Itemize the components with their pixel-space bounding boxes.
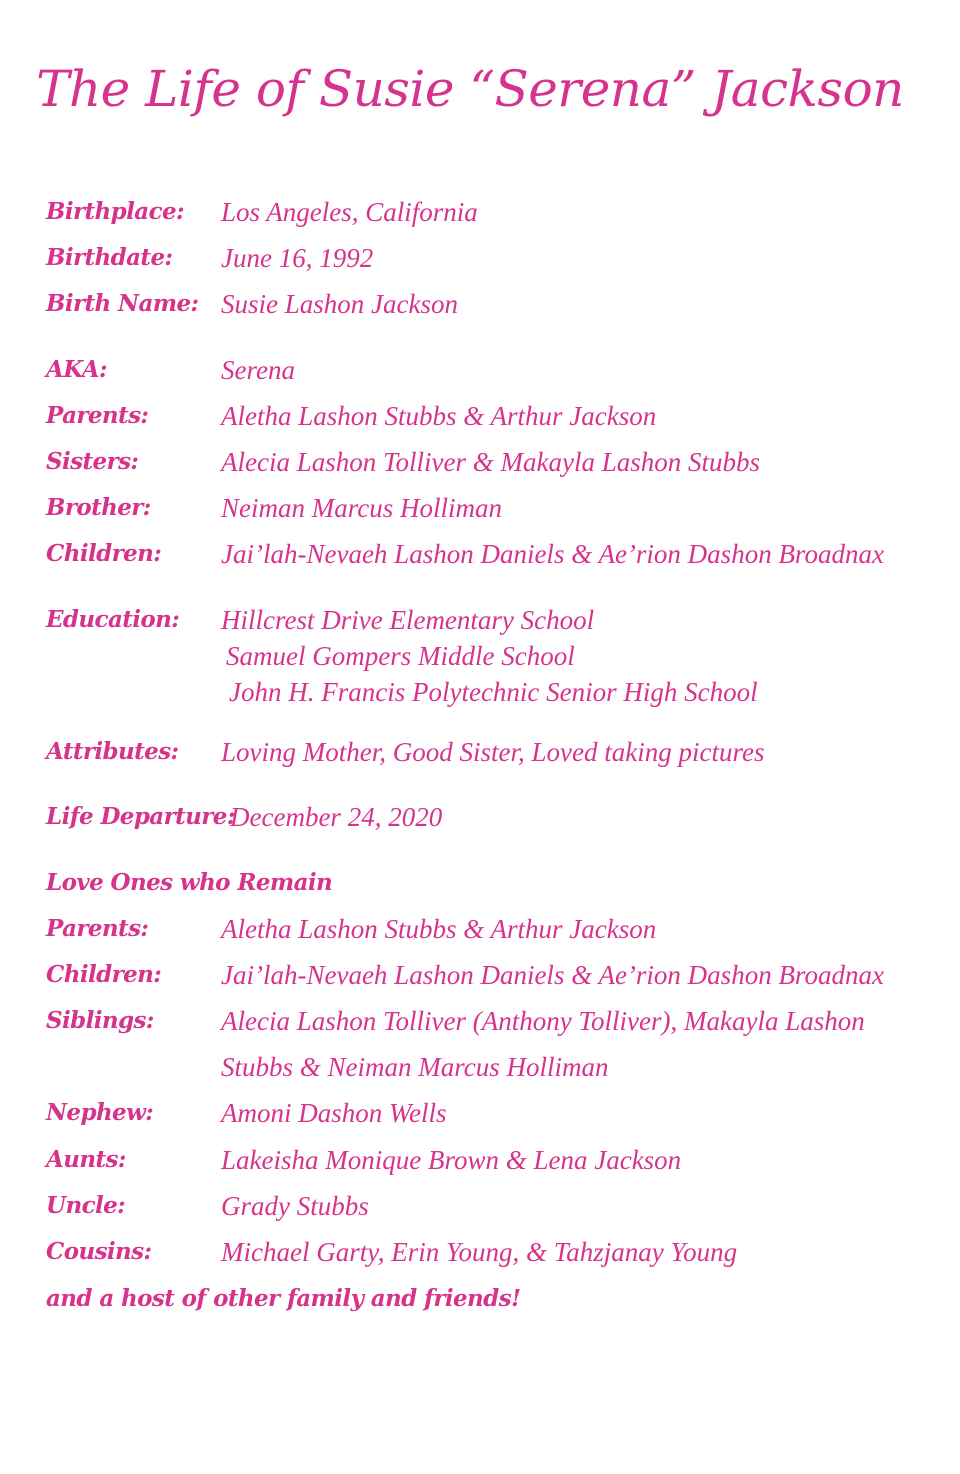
attributes-label: Attributes: xyxy=(46,738,179,765)
departure-label: Life Departure: xyxy=(46,803,235,830)
education-label: Education: xyxy=(46,606,180,633)
school-item: John H. Francis Polytechnic Senior High School xyxy=(229,677,758,707)
remain-uncle-value: Grady Stubbs xyxy=(221,1191,369,1221)
sisters-value: Alecia Lashon Tolliver & Makayla Lashon Stubbs xyxy=(221,447,760,477)
closing-line: and a host of other family and friends! xyxy=(46,1285,521,1312)
aka-label: AKA: xyxy=(46,356,107,383)
parents-value: Aletha Lashon Stubbs & Arthur Jackson xyxy=(221,401,657,431)
birthdate-label: Birthdate: xyxy=(46,244,173,271)
sisters-label: Sisters: xyxy=(46,448,139,475)
birth-name-value: Susie Lashon Jackson xyxy=(221,289,458,319)
remain-children-value: Jai’lah-Nevaeh Lashon Daniels & Ae’rion Dashon Broadnax xyxy=(221,960,884,990)
school-item: Samuel Gompers Middle School xyxy=(226,641,575,671)
attributes-value: Loving Mother, Good Sister, Loved taking pictures xyxy=(221,737,765,767)
birthplace-label: Birthplace: xyxy=(46,198,184,225)
birthdate-value: June 16, 1992 xyxy=(221,243,374,273)
aka-value: Serena xyxy=(221,355,295,385)
remain-siblings-value: Alecia Lashon Tolliver (Anthony Tolliver), Makayla Lashon xyxy=(221,1006,865,1036)
school-item: Hillcrest Drive Elementary School xyxy=(221,605,595,635)
remain-parents-value: Aletha Lashon Stubbs & Arthur Jackson xyxy=(221,914,657,944)
brother-label: Brother: xyxy=(46,494,151,521)
remain-siblings-label: Siblings: xyxy=(46,1007,154,1034)
remain-uncle-label: Uncle: xyxy=(46,1192,126,1219)
departure-value: December 24, 2020 xyxy=(230,802,443,832)
parents-label: Parents: xyxy=(46,402,149,429)
page-title: The Life of Susie “Serena” Jackson xyxy=(36,60,904,118)
children-label: Children: xyxy=(46,540,162,567)
remain-children-label: Children: xyxy=(46,961,162,988)
remain-cousins-label: Cousins: xyxy=(46,1238,152,1265)
children-value: Jai’lah-Nevaeh Lashon Daniels & Ae’rion Dashon Broadnax xyxy=(221,539,884,569)
remain-cousins-value: Michael Garty, Erin Young, & Tahzjanay Young xyxy=(221,1237,738,1267)
remain-aunts-value: Lakeisha Monique Brown & Lena Jackson xyxy=(221,1145,682,1175)
remain-parents-label: Parents: xyxy=(46,915,149,942)
birth-name-label: Birth Name: xyxy=(46,290,199,317)
remain-aunts-label: Aunts: xyxy=(46,1146,126,1173)
birthplace-value: Los Angeles, California xyxy=(221,197,478,227)
remain-nephew-label: Nephew: xyxy=(46,1099,154,1126)
brother-value: Neiman Marcus Holliman xyxy=(221,493,502,523)
remain-nephew-value: Amoni Dashon Wells xyxy=(221,1098,447,1128)
remain-heading: Love Ones who Remain xyxy=(46,869,333,896)
remain-siblings-value-cont: Stubbs & Neiman Marcus Holliman xyxy=(221,1052,609,1082)
